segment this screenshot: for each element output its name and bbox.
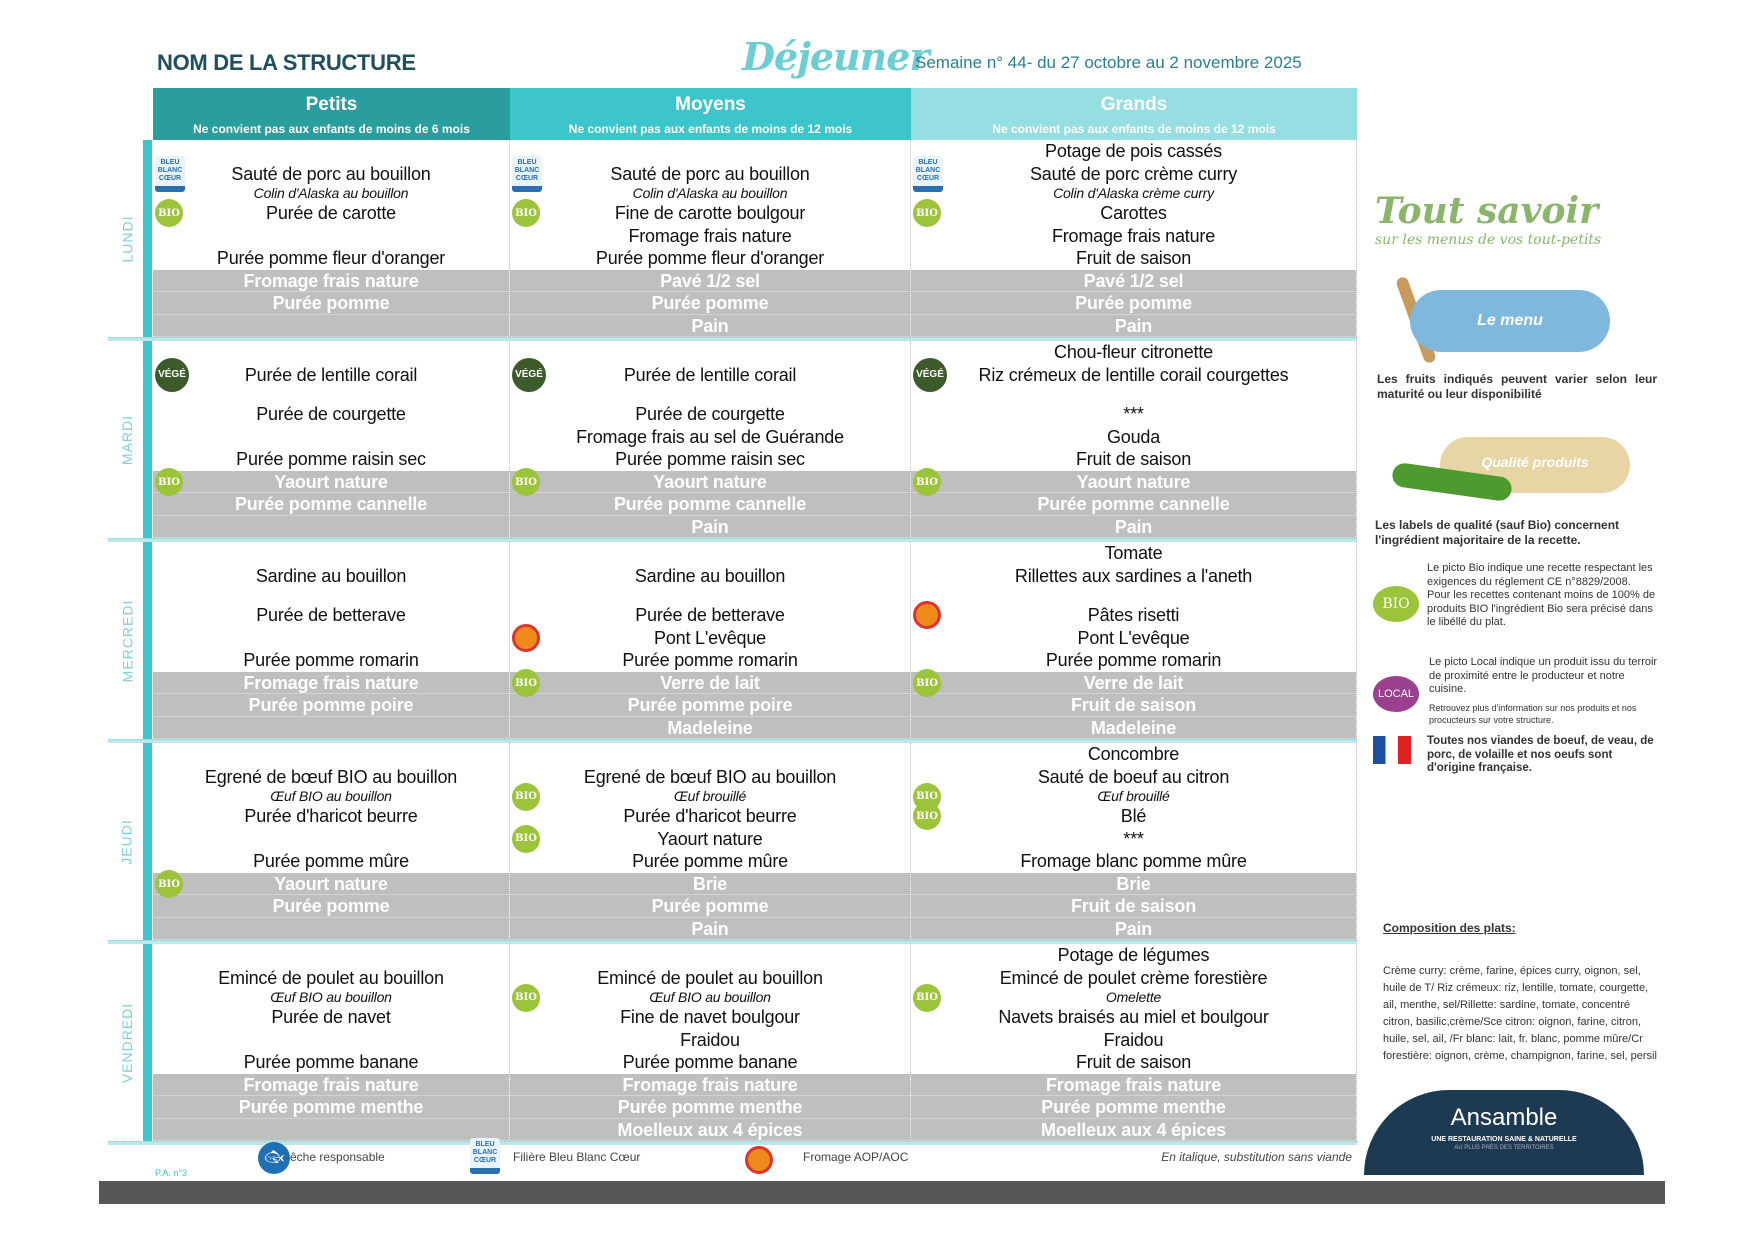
- menu-item: Fraidou: [1103, 1029, 1164, 1050]
- substitution-item: [153, 587, 509, 604]
- snack-item: Pain: [911, 315, 1356, 337]
- snack-item: Yaourt nature: [911, 471, 1356, 493]
- snack-item: Purée pomme menthe: [153, 1096, 509, 1118]
- menu-item: Purée pomme romarin: [243, 650, 419, 670]
- aop-icon: [512, 624, 540, 652]
- menu-item: Egrené de bœuf BIO au bouillon: [204, 766, 458, 787]
- snack-item: Purée pomme menthe: [510, 1096, 910, 1118]
- snack-items: [510, 672, 910, 739]
- france-note: Toutes nos viandes de boeuf, de veau, de porc, de volaille et nos oeufs sont d'origine française.: [1427, 735, 1654, 774]
- snack-items: [911, 873, 1356, 940]
- menu-item: Purée pomme fleur d'oranger: [216, 248, 446, 268]
- day-name: MERCREDI: [119, 599, 136, 682]
- menu-cell-petits: [153, 542, 510, 739]
- bio-icon: BIO: [913, 802, 941, 830]
- menu-item: Purée pomme fleur d'oranger: [595, 248, 825, 268]
- menu-item: Potage de pois cassés: [1045, 141, 1222, 161]
- snack-item: Purée pomme: [153, 895, 509, 917]
- menu-cell-grands: [911, 542, 1357, 739]
- menu-item: Blé: [1120, 806, 1147, 826]
- menu-cell-moyens: [510, 341, 911, 538]
- snack-item: Fromage frais nature: [153, 672, 509, 694]
- lunch-items: [510, 542, 910, 672]
- menu-item: Navets braisés au miel et boulgour: [998, 1007, 1269, 1027]
- snack-item: Fromage frais nature: [911, 1074, 1356, 1096]
- menu-item: [510, 542, 910, 565]
- menu-item: Emincé de poulet au bouillon: [218, 967, 444, 988]
- menu-cell-petits: [153, 743, 510, 940]
- bleu-blanc-coeur-icon: BLEU BLANC CŒUR: [470, 1138, 500, 1174]
- snack-item: Purée pomme: [510, 895, 910, 917]
- bio-note: Le picto Bio indique une recette respectant les exigences du réglement CE n°8829/2008. Pour les recettes contenant moins de 100% de produits BIO l'ingrédient Bio sera précisé dans le libéllé du plat.: [1427, 562, 1656, 628]
- snack-item: Purée pomme: [153, 292, 509, 314]
- menu-item: Sardine au bouillon: [255, 565, 407, 586]
- snack-item: Madeleine: [510, 717, 910, 739]
- substitution-item: Œuf brouillé: [1097, 788, 1170, 804]
- lunch-items: [153, 944, 509, 1074]
- legend-aop: Fromage AOP/AOC: [803, 1150, 909, 1164]
- day-name: JEUDI: [119, 818, 136, 865]
- menu-item: [510, 944, 910, 967]
- bleu-blanc-coeur-icon: BLEU BLANC CŒUR: [512, 156, 542, 192]
- snack-item: [153, 1119, 509, 1141]
- menu-item: Fromage frais au sel de Guérande: [576, 426, 844, 447]
- snack-items: [911, 1074, 1356, 1141]
- day-row-lundi: [119, 140, 1357, 341]
- menu-item: Fine de navet boulgour: [620, 1007, 800, 1027]
- menu-cell-moyens: [510, 542, 911, 739]
- substitution-item: [911, 386, 1356, 403]
- column-note: Ne convient pas aux enfants de moins de 12 mois: [568, 122, 853, 136]
- substitution-item: [911, 587, 1356, 604]
- menu-item: Purée pomme mûre: [253, 851, 409, 871]
- substitution-item: [510, 587, 910, 604]
- legend-italic-note: En italique, substitution sans viande: [1161, 1150, 1352, 1164]
- vege-icon: VÉGÉ: [512, 358, 546, 392]
- snack-items: [153, 672, 509, 739]
- day-label: [109, 341, 145, 538]
- column-header-moyens: [510, 88, 911, 140]
- labels-note: Les labels de qualité (sauf Bio) concernent l'ingrédient majoritaire de la recette.: [1375, 518, 1620, 547]
- substitution-item: Œuf BIO au bouillon: [270, 788, 392, 804]
- lunch-items: [911, 542, 1356, 672]
- lunch-items: [153, 341, 509, 471]
- substitution-item: Œuf BIO au bouillon: [649, 989, 771, 1005]
- menu-item: Sardine au bouillon: [634, 565, 786, 586]
- vege-icon: VÉGÉ: [155, 358, 189, 392]
- snack-items: [153, 873, 509, 940]
- week-range: Semaine n° 44- du 27 octobre au 2 novembre 2025: [915, 53, 1302, 72]
- tout-savoir-subtitle: sur les menus de vos tout-petits: [1375, 232, 1602, 248]
- fish-icon: 🐟︎: [258, 1142, 290, 1174]
- menu-item: [153, 426, 509, 449]
- snack-item: [153, 918, 509, 940]
- menu-cell-grands: [911, 743, 1357, 940]
- menu-item: Sauté de boeuf au citron: [1037, 766, 1230, 787]
- snack-item: Madeleine: [911, 717, 1356, 739]
- snack-item: Verre de lait: [911, 672, 1356, 694]
- menu-item: Fine de carotte boulgour: [614, 203, 806, 223]
- bio-icon: BIO: [913, 783, 941, 811]
- snack-item: Pain: [911, 918, 1356, 940]
- logo-tagline: UNE RESTAURATION SAINE & NATURELLE: [1431, 1136, 1577, 1143]
- menu-item: Purée de courgette: [635, 404, 785, 424]
- menu-item: Pâtes risetti: [1087, 605, 1180, 625]
- menu-cell-grands: [911, 140, 1357, 337]
- menu-cell-petits: [153, 341, 510, 538]
- menu-item: Pont L'evêque: [1077, 627, 1190, 648]
- snack-item: Purée pomme poire: [510, 694, 910, 716]
- snack-item: Verre de lait: [510, 672, 910, 694]
- menu-item: ***: [1123, 404, 1144, 424]
- snack-item: Pavé 1/2 sel: [911, 270, 1356, 292]
- day-name: MARDI: [119, 414, 135, 465]
- menu-item: Sauté de porc au bouillon: [610, 163, 810, 184]
- bleu-blanc-coeur-icon: BLEU BLANC CŒUR: [155, 156, 185, 192]
- lunch-items: [911, 743, 1356, 873]
- aop-icon: [745, 1146, 773, 1174]
- menu-cell-petits: [153, 140, 510, 337]
- menu-item: [510, 140, 910, 163]
- day-label: [109, 944, 145, 1141]
- menu-item: [510, 743, 910, 766]
- tout-savoir-title: Tout savoir: [1375, 190, 1599, 232]
- day-row-vendredi: [119, 944, 1357, 1145]
- local-note: Le picto Local indique un produit issu du terroir de proximité entre le producteur et notre cuisine.: [1429, 656, 1658, 695]
- substitution-item: Colin d'Alaska au bouillon: [632, 185, 788, 201]
- le-menu-cloud: Le menu: [1410, 290, 1610, 352]
- menu-item: Purée de lentille corail: [623, 364, 797, 385]
- menu-item: Purée pomme banane: [243, 1052, 419, 1072]
- snack-item: Pavé 1/2 sel: [510, 270, 910, 292]
- substitution-item: [153, 386, 509, 403]
- menu-cell-moyens: [510, 140, 911, 337]
- substitution-item: Colin d'Alaska au bouillon: [253, 185, 409, 201]
- snack-item: Moelleux aux 4 épices: [510, 1119, 910, 1141]
- snack-item: Purée pomme menthe: [911, 1096, 1356, 1118]
- menu-item: [153, 944, 509, 967]
- bio-icon: BIO: [913, 199, 941, 227]
- bio-icon: BIO: [512, 984, 540, 1012]
- snack-item: Purée pomme: [510, 292, 910, 314]
- lunch-items: [510, 944, 910, 1074]
- snack-item: Fruit de saison: [911, 895, 1356, 917]
- snack-item: Fruit de saison: [911, 694, 1356, 716]
- menu-item: Purée d'haricot beurre: [244, 806, 418, 826]
- day-name: LUNDI: [119, 214, 136, 263]
- day-row-mardi: [119, 341, 1357, 542]
- bio-badge: BIO: [1373, 586, 1419, 622]
- menu-cell-petits: [153, 944, 510, 1141]
- snack-items: [911, 270, 1356, 337]
- lunch-items: [510, 341, 910, 471]
- snack-items: [510, 873, 910, 940]
- bio-icon: BIO: [155, 468, 183, 496]
- snack-item: Pain: [510, 516, 910, 538]
- menu-item: Purée de carotte: [266, 203, 396, 223]
- menu-item: Fraidou: [680, 1029, 740, 1050]
- snack-item: Pain: [911, 516, 1356, 538]
- pa-number: P.A. n°3: [155, 1168, 187, 1178]
- bio-icon: BIO: [512, 669, 540, 697]
- legend-peche: êche responsable: [290, 1150, 385, 1164]
- snack-item: Purée pomme cannelle: [510, 493, 910, 515]
- menu-item: ***: [1123, 828, 1144, 849]
- snack-item: Purée pomme cannelle: [911, 493, 1356, 515]
- menu-item: Emincé de poulet au bouillon: [597, 967, 823, 988]
- bio-icon: BIO: [512, 825, 540, 853]
- bottom-bar: [99, 1181, 1665, 1204]
- legend-bbc: Filière Bleu Blanc Cœur: [513, 1150, 641, 1164]
- lunch-items: [911, 341, 1356, 471]
- qualite-cloud: Qualité produits: [1440, 437, 1630, 493]
- snack-item: [153, 717, 509, 739]
- menu-item: Rillettes aux sardines a l'aneth: [1014, 565, 1253, 586]
- column-title: Moyens: [675, 94, 746, 115]
- snack-items: [510, 1074, 910, 1141]
- menu-item: Emincé de poulet crème forestière: [999, 967, 1268, 988]
- menu-item: Riz crémeux de lentille corail courgettes: [978, 364, 1289, 385]
- day-name: VENDREDI: [119, 1002, 136, 1083]
- snack-items: [510, 471, 910, 538]
- menu-item: [153, 542, 509, 565]
- lunch-items: [153, 743, 509, 873]
- menu-item: Potage de légumes: [1057, 945, 1210, 965]
- snack-items: [153, 270, 509, 337]
- snack-item: Purée pomme cannelle: [153, 493, 509, 515]
- snack-item: Fromage frais nature: [153, 270, 509, 292]
- snack-item: Brie: [510, 873, 910, 895]
- snack-item: Fromage frais nature: [153, 1074, 509, 1096]
- snack-item: Purée pomme: [911, 292, 1356, 314]
- snack-item: Yaourt nature: [153, 471, 509, 493]
- bio-icon: BIO: [512, 783, 540, 811]
- bleu-blanc-coeur-icon: BLEU BLANC CŒUR: [913, 156, 943, 192]
- logo-name: Ansamble: [1450, 1104, 1558, 1131]
- bio-icon: BIO: [155, 870, 183, 898]
- day-row-jeudi: [119, 743, 1357, 944]
- day-separator: [108, 1141, 1357, 1145]
- snack-item: Moelleux aux 4 épices: [911, 1119, 1356, 1141]
- menu-item: Purée pomme romarin: [1045, 650, 1222, 670]
- substitution-item: [510, 386, 910, 403]
- menu-item: Concombre: [1087, 744, 1180, 764]
- snack-item: Yaourt nature: [153, 873, 509, 895]
- substitution-item: Colin d'Alaska crème curry: [1053, 185, 1214, 201]
- bio-icon: BIO: [913, 984, 941, 1012]
- menu-item: Purée de courgette: [256, 404, 406, 424]
- bio-icon: BIO: [512, 199, 540, 227]
- menu-item: Gouda: [1106, 426, 1161, 447]
- substitution-item: Œuf BIO au bouillon: [270, 989, 392, 1005]
- menu-item: Carottes: [1100, 203, 1167, 223]
- vege-icon: VÉGÉ: [913, 358, 947, 392]
- lunch-items: [911, 140, 1356, 270]
- menu-cell-moyens: [510, 743, 911, 940]
- bio-icon: BIO: [155, 199, 183, 227]
- local-more: Retrouvez plus d'information sur nos produits et nos procucteurs sur votre structure.: [1429, 703, 1637, 725]
- menu-item: Purée de betterave: [256, 605, 406, 625]
- menu-cell-grands: [911, 341, 1357, 538]
- menu-item: Fruit de saison: [1075, 1052, 1192, 1072]
- snack-item: Pain: [510, 315, 910, 337]
- menu-item: Tomate: [1104, 543, 1163, 563]
- menu-item: Purée pomme raisin sec: [236, 449, 426, 469]
- snack-item: Yaourt nature: [510, 471, 910, 493]
- menu-item: [153, 828, 509, 851]
- snack-item: Pain: [510, 918, 910, 940]
- menu-item: Yaourt nature: [657, 828, 763, 849]
- lunch-items: [911, 944, 1356, 1074]
- menu-cell-moyens: [510, 944, 911, 1141]
- column-title: Grands: [1100, 94, 1168, 115]
- menu-item: [153, 743, 509, 766]
- column-note: Ne convient pas aux enfants de moins de 6 mois: [193, 122, 470, 136]
- snack-item: Brie: [911, 873, 1356, 895]
- local-badge: LOCAL: [1373, 676, 1419, 712]
- menu-item: Fromage blanc pomme mûre: [1020, 851, 1247, 871]
- structure-name: NOM DE LA STRUCTURE: [157, 50, 416, 75]
- ansamble-logo: [1364, 1090, 1644, 1175]
- menu-item: Purée pomme romarin: [622, 650, 798, 670]
- menu-item: Egrené de bœuf BIO au bouillon: [583, 766, 837, 787]
- snack-item: [153, 315, 509, 337]
- column-title: Petits: [305, 94, 358, 115]
- menu-item: Purée de betterave: [635, 605, 785, 625]
- menu-item: Sauté de porc au bouillon: [231, 163, 431, 184]
- menu-item: Fromage frais nature: [1051, 225, 1216, 246]
- menu-item: [153, 225, 509, 248]
- logo-subtagline: AU PLUS PRÈS DES TERRITOIRES: [1454, 1145, 1554, 1151]
- lunch-items: [153, 140, 509, 270]
- meal-title: Déjeuner: [742, 34, 929, 79]
- menu-item: [153, 1029, 509, 1052]
- menu-item: Pont L'evêque: [654, 627, 766, 648]
- snack-item: [153, 516, 509, 538]
- day-label: [109, 542, 145, 739]
- column-header-grands: [911, 88, 1357, 140]
- menu-item: Chou-fleur citronette: [1054, 342, 1213, 362]
- snack-items: [911, 471, 1356, 538]
- column-note: Ne convient pas aux enfants de moins de 12 mois: [992, 122, 1276, 136]
- menu-item: [153, 627, 509, 650]
- menu-item: Fruit de saison: [1075, 248, 1192, 268]
- snack-items: [153, 471, 509, 538]
- snack-items: [153, 1074, 509, 1141]
- menu-item: Purée pomme mûre: [632, 851, 788, 871]
- substitution-item: Omelette: [1105, 989, 1162, 1005]
- composition-text: Crème curry: crème, farine, épices curry, oignon, sel, huile de T/ Riz crémeux: riz, lentille, tomate, courgette, ail, menthe, sel/Rillette: sardine, tomate, concentré citron, basilic,crème/Sce citron: oignon, farine, citron, huile, sel, ail, /Fr blanc: lait, fr. blanc, pomme mûre/Cr forestière: oignon, crème, champignon, farine, sel, persil: [1383, 965, 1657, 1062]
- fruits-note: Les fruits indiqués peuvent varier selon leur maturité ou leur disponibilité: [1377, 372, 1657, 401]
- snack-item: Fromage frais nature: [510, 1074, 910, 1096]
- menu-item: Fromage frais nature: [628, 225, 792, 246]
- menu-item: [153, 140, 509, 163]
- day-label: [109, 140, 145, 337]
- bio-icon: BIO: [512, 468, 540, 496]
- menu-item: Purée d'haricot beurre: [623, 806, 797, 826]
- lunch-items: [153, 542, 509, 672]
- menu-item: Purée pomme raisin sec: [615, 449, 805, 469]
- menu-item: Purée de lentille corail: [244, 364, 418, 385]
- bio-icon: BIO: [913, 468, 941, 496]
- lunch-items: [510, 743, 910, 873]
- lunch-items: [510, 140, 910, 270]
- snack-items: [510, 270, 910, 337]
- menu-item: [153, 341, 509, 364]
- column-header-petits: [153, 88, 510, 140]
- bio-icon: BIO: [913, 669, 941, 697]
- snack-item: Purée pomme poire: [153, 694, 509, 716]
- menu-cell-grands: [911, 944, 1357, 1141]
- snack-items: [911, 672, 1356, 739]
- day-label: [109, 743, 145, 940]
- france-flag-icon: [1373, 736, 1411, 764]
- menu-item: Fruit de saison: [1075, 449, 1192, 469]
- composition-title: Composition des plats:: [1383, 921, 1516, 935]
- menu-item: Purée pomme banane: [622, 1052, 798, 1072]
- menu-item: Purée de navet: [271, 1007, 391, 1027]
- menu-item: Sauté de porc crème curry: [1029, 163, 1238, 184]
- menu-item: [510, 341, 910, 364]
- day-row-mercredi: [119, 542, 1357, 743]
- substitution-item: Œuf brouillé: [673, 788, 747, 804]
